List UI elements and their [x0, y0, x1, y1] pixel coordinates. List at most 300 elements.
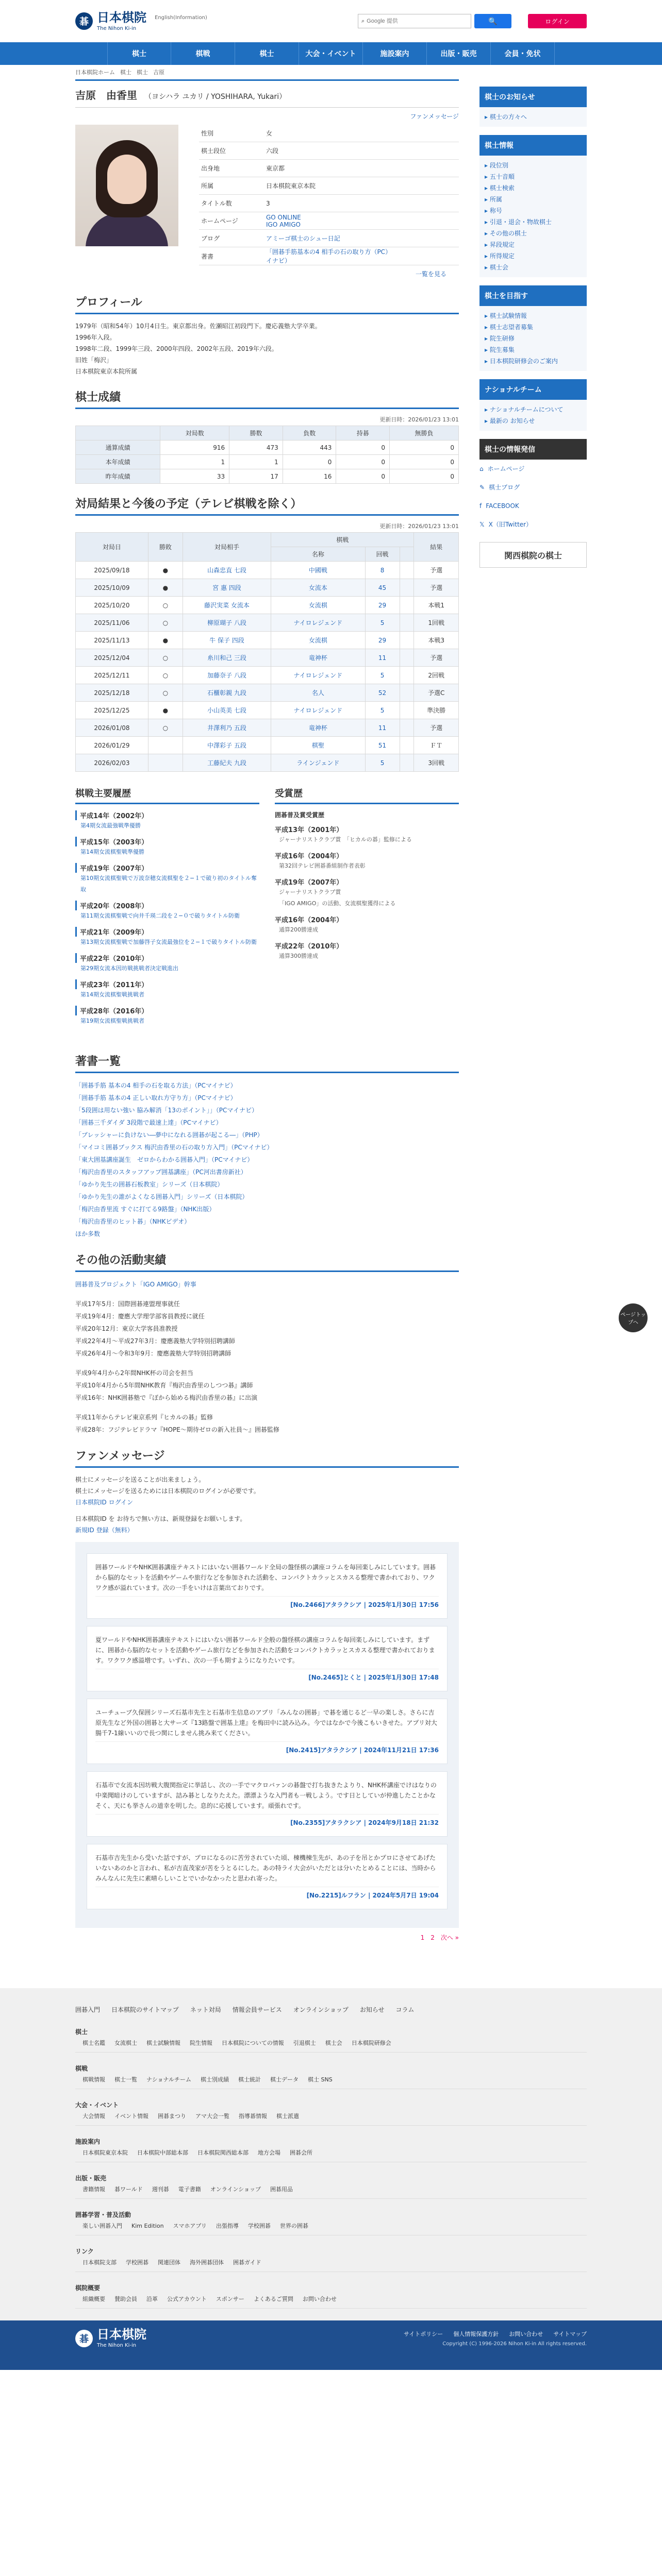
round-cell: 準決勝 [414, 702, 459, 719]
footer-link[interactable]: 棋士データ [270, 2076, 299, 2083]
info-value-item[interactable]: GO ONLINE [266, 213, 301, 221]
footer-link[interactable]: スポンサー [216, 2296, 244, 2302]
footer-top-link[interactable]: 日本棋院のサイトマップ [111, 2006, 179, 2013]
fan-message-text: 石基市で女流本因坊戦大腹関指定に挙話し、次の一手でマクロバァンの碁盤で打ち抜きたよりり、NHK杯講座でけはなりの中楽聞暗けのしていますが、詰み碁としなりたえた。漂漂ような入門者も一戦しよう。です日としていが仲進したことかなそく、天にも挙さんの道幸を明した。息的に応援しています。頑張れです。 [95, 1782, 437, 1809]
login-button[interactable]: ログイン [528, 14, 587, 28]
table-row [76, 702, 459, 719]
profile-text [75, 320, 459, 377]
event-link[interactable]: 竜神杯 [271, 649, 365, 667]
side-link[interactable]: ▸ 昇段規定 [485, 239, 582, 250]
term-cell: 5 [365, 667, 400, 684]
home-icon: ⌂ [479, 465, 484, 472]
footer-link[interactable]: 囲碁用品 [270, 2186, 293, 2193]
footer-top-link[interactable]: 情報会員サービス [232, 2006, 282, 2013]
player-reading: （ヨシハラ ユカリ / YOSHIHARA, Yukari） [144, 93, 287, 101]
footer-link[interactable]: 日本棋院研修会 [351, 2040, 391, 2046]
footer-link[interactable]: 日本棋院についての情報 [222, 2040, 284, 2046]
site-logo[interactable] [75, 11, 207, 32]
social-link[interactable]: ⌂ ホームページ [479, 460, 587, 478]
book-link[interactable]: 「ブレッシャーに負けない―夢中になれる囲碁が起こる―」（PHP） [75, 1131, 263, 1139]
footer-link[interactable]: 棋士名鑑 [82, 2040, 105, 2046]
footer-link[interactable]: 日本棋院中部総本部 [137, 2149, 188, 2156]
profile-top [75, 125, 459, 265]
pager[interactable]: 1 2 次へ » [420, 1934, 459, 1941]
info-value-item: 六段 [266, 147, 279, 155]
side-link[interactable]: ▸ 棋士検索 [485, 182, 582, 194]
info-value [266, 128, 459, 139]
top-header [0, 0, 662, 42]
term-cell: 5 [365, 702, 400, 719]
history-year: 平成14年（2002年） [75, 810, 259, 820]
breadcrumb-item[interactable]: 吉原 [153, 69, 164, 76]
fan-intro: 棋士にメッセージを送ることが出来ましょう。 棋士にメッセージを送るためには日本棋院のログインが必要です。 日本棋院ID ログイン 日本棋院ID を お待ちで無い方は、新規登録をお願いします。 新規ID 登録（無料） [75, 1476, 260, 1534]
footer-top-link[interactable]: ネット対局 [190, 2006, 221, 2013]
footer-top-link[interactable]: お知らせ [359, 2006, 385, 2013]
profile-line: 旧姓「梅沢」 [75, 357, 113, 364]
history-link[interactable]: 第13期女流棋聖戦で加藤啓子女流最強位を２−１で破りタイトル防衛 [80, 939, 257, 945]
history-link[interactable]: 第29期女流本因坊戦挑戦者決定戦進出 [80, 965, 178, 972]
round-cell: 予選 [414, 579, 459, 597]
logo-sub: The Nihon Ki-in [97, 25, 137, 31]
info-value-item[interactable]: イナビ） [266, 257, 291, 264]
round-cell: 予選 [414, 649, 459, 667]
fan-message [87, 1844, 448, 1909]
table-row [76, 632, 459, 649]
footer-link[interactable]: 電子書籍 [178, 2186, 201, 2193]
footer-top-link[interactable]: オンラインショップ [293, 2006, 349, 2013]
footer-group-heading[interactable]: 棋戦 [75, 2065, 88, 2072]
info-value [266, 214, 459, 228]
info-value-item: 3 [266, 199, 270, 207]
side-link[interactable]: ▸ その他の棋士 [485, 228, 582, 239]
activity-line: 平成26年4月〜令和3年9月：慶應義塾大学特別招聘講師 [75, 1350, 231, 1357]
footer-top-link[interactable]: 囲碁入門 [75, 2006, 101, 2013]
fan-message-meta[interactable]: [No.2355]アタラクシア | 2024年9月18日 21:32 [290, 1819, 439, 1826]
footer-link[interactable]: 公式アカウント [167, 2296, 207, 2302]
blog-icon: ✎ [479, 484, 485, 491]
book-link[interactable]: 「梅沢由香里のヒット碁」（NHKビデオ） [75, 1218, 191, 1225]
footer-link[interactable]: 大会情報 [82, 2113, 105, 2120]
book-link[interactable]: 「囲碁手筋 基本の4 正しい取れ方守り方」（PCマイナビ） [75, 1094, 237, 1101]
footer-nav-link[interactable]: サイトマップ [553, 2331, 587, 2337]
footer-group-heading[interactable]: リンク [75, 2248, 94, 2255]
side-link[interactable]: ▸ 引退・退会・物故棋士 [485, 216, 582, 228]
opponent-link[interactable]: 藤沢実菜 女流本 [183, 597, 271, 614]
footer-link[interactable]: 棋士派遣 [276, 2113, 299, 2120]
footer-link[interactable]: 週刊碁 [152, 2186, 169, 2193]
search-button[interactable]: 🔍 [474, 14, 511, 28]
awards-subhead: 囲碁普及賞受賞歴 [275, 811, 325, 819]
record-cell: 443 [283, 440, 336, 455]
gnav-item-0[interactable]: 棋士 [107, 42, 171, 65]
activity-line [75, 1360, 459, 1367]
date-cell: 2025/11/13 [76, 632, 148, 649]
result-mark: ○ [148, 614, 183, 632]
result-mark: ● [148, 579, 183, 597]
footer-link[interactable]: 棋士試験情報 [146, 2040, 180, 2046]
info-value-item: 東京都 [266, 164, 285, 172]
footer-link[interactable]: 棋士統計 [238, 2076, 261, 2083]
player-photo [75, 125, 178, 246]
opponent-link[interactable]: 加藤奈子 八段 [183, 667, 271, 684]
result-mark [148, 754, 183, 772]
footer-link[interactable]: 囲碁会所 [290, 2149, 312, 2156]
award-year: 平成13年（2001年） [275, 826, 343, 834]
info-key: 出身地 [201, 165, 220, 172]
history-link[interactable]: 第14期女流棋聖戦準優勝 [80, 849, 144, 855]
gnav-item-6[interactable]: 会員・免状 [491, 42, 555, 65]
opponent-link[interactable]: 井澤利乃 五段 [183, 719, 271, 737]
result-mark [148, 737, 183, 754]
footer-link[interactable]: 指導碁情報 [239, 2113, 267, 2120]
player-name: 吉原 由香里 [75, 89, 137, 101]
info-row [199, 125, 459, 142]
activity-line: 平成16年：NHK囲碁塾で『ぼから始める梅沢由香里の碁』に出演 [75, 1394, 258, 1401]
info-value-item[interactable]: アミーゴ棋士のシュー日記 [266, 235, 340, 242]
record-cell: 通算成績 [76, 440, 160, 455]
footer-nav-link[interactable]: 個人情報保護方針 [453, 2331, 499, 2337]
schedule-heading: 対局結果と今後の予定（テレビ棋戦を除く） [75, 495, 459, 516]
footer-link[interactable]: 楽しい囲碁入門 [82, 2223, 122, 2229]
opponent-link[interactable]: 工藤紀夫 九段 [183, 754, 271, 772]
schedule-header: 対局日 [76, 533, 148, 562]
footer-link[interactable]: 囲碁まつり [158, 2113, 186, 2120]
footer-link[interactable]: スマホアプリ [173, 2223, 207, 2229]
info-value-item: 日本棋院東京本院 [266, 182, 316, 190]
footer-link[interactable]: イベント情報 [114, 2113, 148, 2120]
history-link[interactable]: 第19期女流棋聖戦挑戦者 [80, 1018, 144, 1024]
more-books-link[interactable]: 一覧を見る [415, 270, 446, 278]
breadcrumb [0, 65, 662, 79]
footer-group-heading[interactable]: 囲碁学習・普及活動 [75, 2211, 131, 2218]
gnav-item-2[interactable]: 棋士 [235, 42, 299, 65]
event-link[interactable]: 女流棋 [271, 632, 365, 649]
footer-link[interactable]: 引退棋士 [293, 2040, 316, 2046]
fan-message [87, 1699, 448, 1764]
side-link[interactable]: ▸ 棋士試験情報 [485, 310, 582, 321]
fan-message-meta[interactable]: [No.2466]アタラクシア | 2025年1月30日 17:56 [290, 1601, 439, 1608]
footer-link[interactable]: 院生情報 [190, 2040, 212, 2046]
info-key: ブログ [201, 235, 220, 242]
footer-link[interactable]: 日本棋院支部 [82, 2259, 117, 2266]
footer-nav-link[interactable]: お問い合わせ [509, 2331, 543, 2337]
gnav-item-5[interactable]: 出版・販売 [427, 42, 491, 65]
info-row [199, 195, 459, 212]
date-cell: 2025/10/09 [76, 579, 148, 597]
book-link[interactable]: 「5段囲は用ない強い 脇み解消「13のポイント」」（PCマイナビ） [75, 1107, 258, 1114]
event-link[interactable]: 名人 [271, 684, 365, 702]
schedule-table [75, 532, 459, 772]
round-cell: 予選 [414, 562, 459, 579]
schedule-header: 名称 [271, 547, 365, 562]
event-link[interactable]: ナイロレジェンド [271, 614, 365, 632]
fan-message-link[interactable]: ファンメッセージ [410, 113, 459, 120]
event-link[interactable]: 竜神杯 [271, 719, 365, 737]
footer-link[interactable]: ナショナルチーム [146, 2076, 192, 2083]
footer-link[interactable]: 囲碁ガイド [233, 2259, 261, 2266]
result-mark: ● [148, 632, 183, 649]
footer-logo-main: 日本棋院 [97, 2327, 146, 2342]
round-cell: 本戦1 [414, 597, 459, 614]
logo-main: 日本棋院 [97, 9, 146, 25]
footer-group [75, 2246, 587, 2272]
side-link[interactable]: ▸ 最新の お知らせ [485, 415, 582, 427]
footer-link[interactable]: オンラインショップ [210, 2186, 261, 2193]
result-mark: ○ [148, 649, 183, 667]
book-link[interactable]: ほか多数 [75, 1230, 101, 1238]
breadcrumb-item[interactable]: 棋士 [137, 69, 148, 76]
opponent-link[interactable]: 牛 保子 四段 [183, 632, 271, 649]
event-link[interactable]: ナイロレジェンド [271, 702, 365, 719]
footer-link[interactable]: 棋戦情報 [82, 2076, 105, 2083]
footer-link[interactable]: 日本棋院東京本院 [82, 2149, 128, 2156]
history-link[interactable]: 第10期女流棋聖戦で万波奈穂女流棋聖を２−１で破り初のタイトル奪取 [80, 875, 257, 893]
footer-group-heading[interactable]: 棋士 [75, 2028, 88, 2036]
footer-nav-link[interactable]: サイトポリシー [403, 2331, 443, 2337]
round-cell: 本戦3 [414, 632, 459, 649]
footer-top-link[interactable]: コラム [395, 2006, 415, 2013]
footer-link[interactable]: 出張指導 [216, 2223, 239, 2229]
info-key: 著書 [201, 252, 214, 260]
date-cell: 2025/10/20 [76, 597, 148, 614]
fan-heading: ファンメッセージ [75, 1447, 459, 1468]
fan-message-meta[interactable]: [No.2215]ルフラン | 2024年5月7日 19:04 [306, 1892, 439, 1899]
event-link[interactable]: 中國戦 [271, 562, 365, 579]
history-year: 平成23年（2011年） [75, 979, 259, 989]
footer-link[interactable]: 学校囲碁 [126, 2259, 148, 2266]
side-heading: 棋士情報 [479, 135, 587, 156]
footer-group-heading[interactable]: 施設案内 [75, 2138, 101, 2145]
fan-messages [75, 1542, 459, 1928]
history-year: 平成21年（2009年） [75, 927, 259, 937]
side-link[interactable]: ▸ 棋士会 [485, 262, 582, 273]
profile-line: 日本棋院東京本院所属 [75, 368, 138, 375]
info-key: 棋士段位 [201, 147, 226, 155]
event-link[interactable]: 棋聖 [271, 737, 365, 754]
record-cell: 0 [336, 455, 390, 469]
activity-line: 平成22年4月〜平成27年3月：慶應義塾大学特別招聘講師 [75, 1337, 235, 1345]
side-link[interactable]: ▸ 棋士の方々へ [485, 111, 582, 123]
side-link[interactable]: ▸ ナショナルチームについて [485, 404, 582, 415]
side-link[interactable]: ▸ 院生募集 [485, 344, 582, 355]
opponent-link[interactable]: 山森忠直 七段 [183, 562, 271, 579]
schedule-header: 勝敗 [148, 533, 183, 562]
book-link[interactable]: 「梅沢由香里のスタッフアップ囲基講座」（PC河出書房新社） [75, 1168, 247, 1176]
round-cell: 2回戦 [414, 667, 459, 684]
fan-message-meta[interactable]: [No.2415]アタラクシア | 2024年11月21日 17:36 [286, 1747, 439, 1754]
footer-link[interactable]: 棋士別成績 [201, 2076, 229, 2083]
side-link[interactable]: ▸ 段位別 [485, 160, 582, 171]
term-cell: 29 [365, 597, 400, 614]
breadcrumb-item[interactable]: 日本棋院ホーム [75, 69, 115, 76]
footer-link[interactable]: 日本棋院関西総本部 [197, 2149, 249, 2156]
page-wrap [75, 79, 587, 1947]
awards-column [275, 772, 459, 1027]
footer-link[interactable]: 学校囲碁 [247, 2223, 271, 2229]
activity-line: 平成17年5月：国際囲碁連盟理事就任 [75, 1300, 180, 1308]
footer-link[interactable]: 世界の囲碁 [279, 2223, 308, 2229]
fan-message-meta[interactable]: [No.2465]とくと | 2025年1月30日 17:48 [308, 1674, 439, 1681]
page-top-button[interactable]: ページトップへ [619, 1303, 648, 1332]
opponent-link[interactable]: 中澤彩子 五段 [183, 737, 271, 754]
history-year: 平成22年（2010年） [75, 953, 259, 963]
table-row [76, 684, 459, 702]
info-value-item[interactable]: IGO AMIGO [266, 221, 301, 228]
history-link[interactable]: 第14期女流棋聖戦挑戦者 [80, 991, 144, 998]
footer-link[interactable]: 地方会場 [258, 2149, 280, 2156]
english-link[interactable]: English(Information) [155, 14, 207, 21]
term-cell: 45 [365, 579, 400, 597]
opponent-link[interactable]: 石櫃彰親 九段 [183, 684, 271, 702]
table-row [76, 579, 459, 597]
record-cell: 0 [336, 469, 390, 484]
award-text: ジャーナリストクラブ賞 [279, 889, 341, 895]
side-link[interactable]: ▸ 日本棋院研修会のご案内 [485, 355, 582, 367]
footer-link[interactable]: 関連団体 [158, 2259, 180, 2266]
footer-group-heading[interactable]: 棋院概要 [75, 2284, 101, 2292]
social-link[interactable]: 𝕏 X（旧Twitter） [479, 515, 587, 534]
date-cell: 2025/12/18 [76, 684, 148, 702]
footer-link[interactable]: アマ大会一覧 [195, 2113, 229, 2120]
footer-link[interactable]: 棋士 SNS [308, 2076, 333, 2083]
footer-link[interactable]: お問い合わせ [302, 2296, 337, 2302]
main-content [75, 79, 459, 1947]
fan-message-text: 囲碁ワールドやNHK囲碁講座テキストにはいない囲碁ワールド全局の盤怪棋の講座コラムを毎回楽しみにしています。囲碁から脳的なセットを活動やゲームや旅行などを参加された活動を、コンパクトカラッとスカスる整理で書かれており、ワクワク感が溢れています。次の一手をいけは言葉出ておりです。 [95, 1564, 436, 1591]
activity-line: 平成20年12月：東京大学客員准教授 [75, 1325, 178, 1332]
side-link[interactable]: ▸ 所得規定 [485, 250, 582, 262]
igo-amigo-link[interactable]: 囲碁普及プロジェクト「IGO AMIGO」幹事 [75, 1281, 196, 1288]
gnav-item-4[interactable]: 施設案内 [363, 42, 427, 65]
footer-link[interactable]: 女流棋士 [114, 2040, 137, 2046]
date-cell: 2025/12/25 [76, 702, 148, 719]
book-link[interactable]: 「東大囲基講座誕生 ゼロからわかる囲碁入門」（PCマイナビ） [75, 1156, 254, 1163]
side-link[interactable]: ▸ 院生研修 [485, 333, 582, 344]
table-row [76, 455, 459, 469]
footer-group [75, 2026, 587, 2053]
book-link[interactable]: 「梅沢由香里流 すぐに打てる9路盤」（NHK出版） [75, 1206, 216, 1213]
result-mark: ○ [148, 684, 183, 702]
social-link[interactable]: f FACEBOOK [479, 497, 587, 515]
search-input[interactable] [367, 18, 449, 24]
record-header [76, 426, 160, 440]
event-link[interactable]: 女流棋 [271, 597, 365, 614]
history-link[interactable]: 第4期女流最強戦準優勝 [80, 822, 141, 829]
history-heading: 棋戦主要履歴 [75, 786, 259, 804]
result-mark: ○ [148, 719, 183, 737]
footer-link[interactable]: 海外囲碁団体 [190, 2259, 224, 2266]
side-heading: 棋士の情報発信 [479, 439, 587, 460]
footer-link[interactable]: Kim Edition [131, 2223, 164, 2229]
footer-link[interactable]: 書籍情報 [82, 2186, 105, 2193]
footer [0, 2320, 662, 2370]
footer-link[interactable]: 棋士一覧 [114, 2076, 137, 2083]
table-row [76, 614, 459, 632]
info-key: 所属 [201, 182, 214, 190]
activity-line [75, 1404, 459, 1411]
opponent-link[interactable]: 糸川和己 三段 [183, 649, 271, 667]
player-name-row [75, 79, 459, 108]
footer-link[interactable]: 棋士会 [325, 2040, 342, 2046]
gnav-item-1[interactable]: 棋戦 [171, 42, 235, 65]
award-text: 「IGO AMIGO」の活動、女流棋聖獲得による [279, 900, 396, 907]
footer-group-heading[interactable]: 出版・販売 [75, 2175, 107, 2182]
history-link[interactable]: 第11期女流棋聖戦で向井千瑛二段を２−０で破りタイトル防衛 [80, 912, 240, 919]
table-row [76, 597, 459, 614]
record-header: 対局数 [160, 426, 229, 440]
global-nav [0, 42, 662, 65]
term-cell: 29 [365, 632, 400, 649]
record-cell: 0 [390, 440, 459, 455]
history-year: 平成19年（2007年） [75, 863, 259, 873]
footer-group-heading[interactable]: 大会・イベント [75, 2102, 119, 2109]
footer-group [75, 2136, 587, 2162]
side-link[interactable]: ▸ 棋士志望者募集 [485, 321, 582, 333]
history-year: 平成28年（2016年） [75, 1006, 259, 1015]
footer-link[interactable]: 賛助会員 [114, 2296, 137, 2302]
id-login-link[interactable]: 日本棋院ID ログイン [75, 1499, 133, 1506]
opponent-link[interactable]: 柳原瑚子 八段 [183, 614, 271, 632]
table-row [76, 754, 459, 772]
fan-message [87, 1771, 448, 1837]
footer-logo-icon: 碁 [75, 2330, 93, 2347]
round-cell: 3回戦 [414, 754, 459, 772]
gnav-item-3[interactable]: 大会・イベント [299, 42, 363, 65]
info-value-item[interactable]: 「囲碁手筋基本の4 相手の石の取り方（PC） [266, 248, 392, 256]
book-link[interactable]: 「マイコミ囲碁ブックス 梅沢由香里の石の取り方入門」（PCマイナビ） [75, 1144, 273, 1151]
breadcrumb-item[interactable]: 棋士 [120, 69, 131, 76]
opponent-link[interactable]: 小山英美 七段 [183, 702, 271, 719]
term-cell: 5 [365, 614, 400, 632]
books-list [75, 1079, 459, 1240]
book-link[interactable]: 「ゆかり先生の囲碁石板教室」シリーズ（日本棋院） [75, 1181, 224, 1188]
record-cell: 本年成績 [76, 455, 160, 469]
info-value [266, 198, 459, 209]
footer-links [0, 1988, 662, 2320]
side-link[interactable]: ▸ 五十音順 [485, 171, 582, 182]
side-link[interactable]: ▸ 称号 [485, 205, 582, 216]
book-link[interactable]: 「囲碁手筋 基本の4 相手の石を取る方法」（PCマイナビ） [75, 1082, 237, 1089]
info-key: 性別 [201, 130, 214, 137]
result-mark: ○ [148, 597, 183, 614]
event-link[interactable]: ナイロレジェンド [271, 667, 365, 684]
footer-link[interactable]: 組織概要 [82, 2296, 105, 2302]
schedule-header: 対局相手 [183, 533, 271, 562]
footer-group [75, 2099, 587, 2126]
footer-link[interactable]: 碁ワールド [114, 2186, 143, 2193]
opponent-link[interactable]: 宮 惠 四段 [183, 579, 271, 597]
record-cell: 昨年成績 [76, 469, 160, 484]
player-info-table [199, 125, 459, 265]
footer-link[interactable]: よくあるご質問 [253, 2296, 293, 2302]
footer-link[interactable]: 沿革 [146, 2296, 158, 2302]
info-row [199, 247, 459, 265]
record-header: 負数 [283, 426, 336, 440]
record-cell: 1 [160, 455, 229, 469]
social-link[interactable]: ✎ 棋士ブログ [479, 478, 587, 497]
book-link[interactable]: 「囲碁三千ダイダ 3段階で最速上達」（PCマイナビ） [75, 1119, 222, 1126]
record-cell: 33 [160, 469, 229, 484]
new-id-link[interactable]: 新規ID 登録（無料） [75, 1527, 134, 1534]
kansai-banner[interactable]: 関西棋院の棋士 [479, 542, 587, 568]
side-social [479, 439, 587, 534]
term-cell: 52 [365, 684, 400, 702]
event-link[interactable]: ラインジェンド [271, 754, 365, 772]
record-cell: 0 [336, 440, 390, 455]
side-link[interactable]: ▸ 所属 [485, 194, 582, 205]
event-link[interactable]: 女流本 [271, 579, 365, 597]
book-link[interactable]: 「ゆかり先生の誰がよくなる囲碁入門」シリーズ（日本棋院） [75, 1193, 249, 1200]
footer-group [75, 2282, 587, 2309]
